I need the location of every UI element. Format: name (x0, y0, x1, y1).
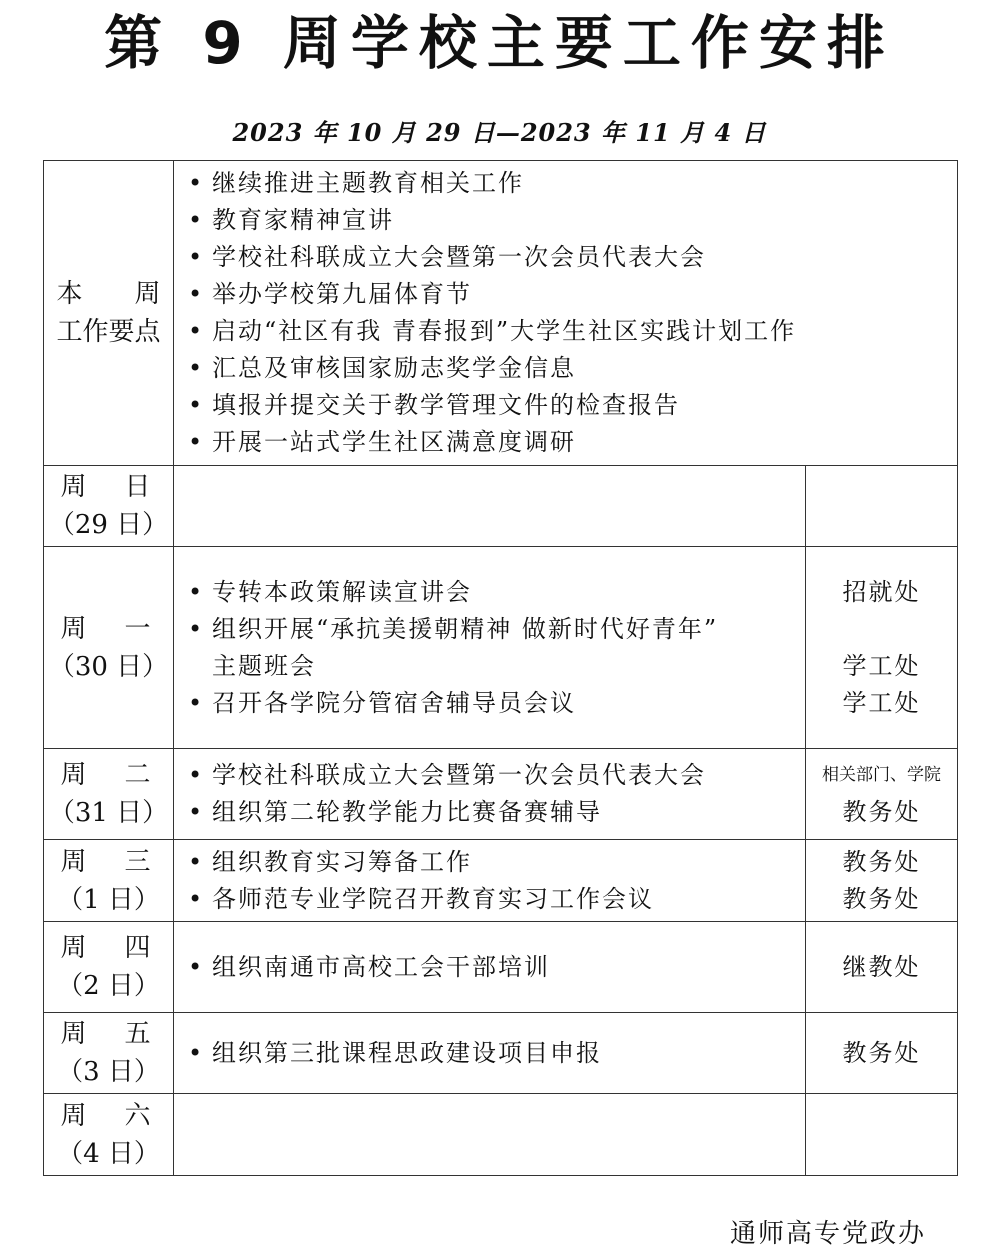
day-items-sunday (174, 466, 806, 547)
dept-label: 学工处 (842, 651, 921, 680)
schedule-item: • 组织第二轮教学能力比赛备赛辅导 (188, 794, 805, 831)
day-label-monday (44, 547, 174, 749)
dept-label: 教务处 (842, 1038, 921, 1067)
day-items-list (174, 844, 805, 918)
day-depts-tuesday (806, 749, 958, 840)
day-items-wednesday (174, 840, 806, 922)
day-row-sunday (44, 466, 958, 547)
day-date: （29 日） (48, 510, 169, 540)
day-row-wednesday (44, 840, 958, 922)
schedule-item: • 组织第三批课程思政建设项目申报 (188, 1035, 805, 1072)
day-date: （30 日） (48, 651, 169, 682)
key-point-item: • 填报并提交关于教学管理文件的检查报告 (188, 387, 957, 424)
day-name: 周 四 (60, 933, 157, 963)
schedule-item: • 组织教育实习筹备工作 (188, 844, 805, 881)
day-items-list (174, 757, 805, 831)
day-items-list (174, 574, 805, 722)
schedule-item-line2: 主题班会 (212, 651, 316, 680)
day-name: 周 日 (60, 472, 157, 502)
key-points-label-line1: 本 周 (56, 279, 161, 309)
schedule-table (43, 160, 958, 1176)
issuer-signature: 通师高专党政办 (729, 1219, 926, 1249)
dept-label: 招就处 (842, 577, 921, 606)
key-points-cell (174, 161, 958, 466)
dept-label: 教务处 (842, 847, 921, 876)
day-depts-sunday (806, 466, 958, 547)
day-label-wednesday (44, 840, 174, 922)
day-items-monday (174, 547, 806, 749)
day-label-thursday (44, 922, 174, 1013)
day-row-saturday (44, 1094, 958, 1176)
day-date: （2 日） (57, 971, 160, 1001)
day-row-monday (44, 547, 958, 749)
day-depts-friday (806, 1013, 958, 1094)
day-items-friday (174, 1013, 806, 1094)
day-depts-wednesday (806, 840, 958, 922)
date-range: 2023 年 10 月 29 日—2023 年 11 月 4 日 (232, 118, 767, 147)
key-points-label-line2: 工作要点 (56, 317, 161, 347)
day-label-saturday (44, 1094, 174, 1176)
day-depts-monday (806, 547, 958, 749)
day-date: （1 日） (57, 884, 160, 915)
schedule-item: • 各师范专业学院召开教育实习工作会议 (188, 881, 805, 918)
schedule-item: • 组织南通市高校工会干部培训 (188, 949, 805, 986)
key-point-item: • 开展一站式学生社区满意度调研 (188, 424, 957, 461)
day-label-tuesday (44, 749, 174, 840)
day-items-list (174, 1035, 805, 1072)
key-point-item: • 启动“社区有我 青春报到”大学生社区实践计划工作 (188, 313, 957, 350)
day-date: （3 日） (57, 1057, 160, 1087)
day-date: （31 日） (48, 798, 169, 828)
day-name: 周 一 (60, 613, 157, 644)
day-name: 周 六 (60, 1100, 157, 1131)
schedule-item: • 专转本政策解读宣讲会 (188, 574, 805, 611)
key-point-item: • 继续推进主题教育相关工作 (188, 165, 957, 202)
schedule-item-line1: • 组织开展“承抗美援朝精神 做新时代好青年” (212, 614, 719, 643)
key-point-item: • 教育家精神宣讲 (188, 202, 957, 239)
day-label-friday (44, 1013, 174, 1094)
day-items-thursday (174, 922, 806, 1013)
day-items-list (174, 949, 805, 986)
day-depts-thursday (806, 922, 958, 1013)
day-row-thursday (44, 922, 958, 1013)
day-depts-saturday (806, 1094, 958, 1176)
dept-label: 继教处 (842, 952, 921, 981)
dept-label-empty (806, 611, 957, 648)
day-name: 周 三 (60, 846, 157, 877)
key-point-item: • 举办学校第九届体育节 (188, 276, 957, 313)
page-title: 第 9 周学校主要工作安排 (104, 9, 895, 77)
day-row-tuesday (44, 749, 958, 840)
key-points-label (44, 161, 174, 466)
dept-label: 教务处 (842, 798, 921, 826)
day-name: 周 二 (60, 760, 157, 790)
day-date: （4 日） (57, 1138, 160, 1169)
key-points-list (174, 165, 957, 461)
schedule-item (188, 611, 805, 685)
key-points-row (44, 161, 958, 466)
day-label-sunday (44, 466, 174, 547)
key-point-item: • 学校社科联成立大会暨第一次会员代表大会 (188, 239, 957, 276)
dept-label: 相关部门、学院 (822, 765, 941, 785)
schedule-item: • 召开各学院分管宿舍辅导员会议 (188, 685, 805, 722)
day-items-tuesday (174, 749, 806, 840)
key-point-item: • 汇总及审核国家励志奖学金信息 (188, 350, 957, 387)
day-items-saturday (174, 1094, 806, 1176)
day-row-friday (44, 1013, 958, 1094)
dept-label: 教务处 (842, 884, 921, 913)
dept-label: 学工处 (842, 688, 921, 717)
schedule-item: • 学校社科联成立大会暨第一次会员代表大会 (188, 757, 805, 794)
day-name: 周 五 (60, 1019, 157, 1049)
